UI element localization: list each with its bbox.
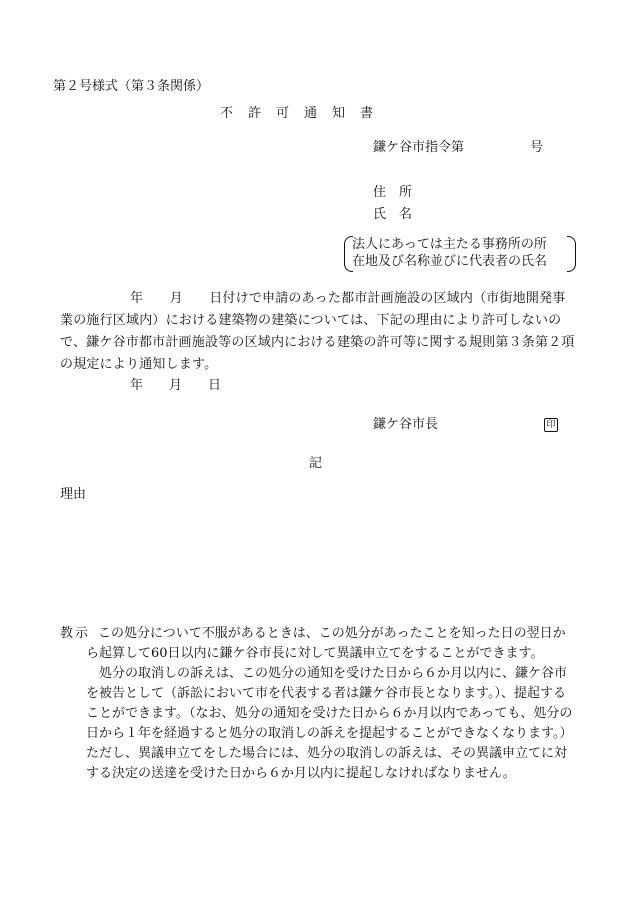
address-label: 住 所	[373, 185, 413, 200]
doc-number-suffix: 号	[530, 140, 544, 155]
body-paragraph: 年 月 日付けで申請のあった都市計画施設の区域内（市街地開発事業の施行区域内）における建築物の建築については、下記の理由により許可しないので、鎌ケ谷市都市計画施設等の区域内における建築の許可等に関する規則第３条第２項の規定により通知します。	[60, 291, 575, 372]
doc-number-prefix: 鎌ケ谷市指令第	[373, 140, 465, 155]
seal-icon: 印	[544, 418, 558, 432]
form-label: 第２号様式（第３条関係）	[53, 79, 210, 94]
reason-label: 理由	[60, 487, 87, 502]
corporate-note	[344, 236, 576, 270]
name-label: 氏 名	[373, 207, 413, 222]
ki-heading: 記	[309, 456, 323, 471]
notice-section	[60, 624, 575, 784]
right-bracket	[567, 236, 576, 272]
mayor-title: 鎌ケ谷市長	[373, 417, 439, 432]
date-line: 年 月 日	[130, 378, 222, 393]
seal-mark	[544, 417, 558, 432]
corporate-note-line-1: 法人にあっては主たる事務所の所	[352, 237, 547, 252]
document-title: 不 許 可 通 知 書	[220, 106, 375, 121]
notice-paragraph-2: 処分の取消しの訴えは、この処分の通知を受けた日から６か月以内に、鎌ケ谷市を被告として（訴訟において市を代表する者は鎌ケ谷市長となります。）、提起することができます。（なお、処分の通知を受けた日から６か月以内であっても、処分の日から１年を経過すると処分の取消しの訴えを提起することができなくなります。）ただし、異議申立てをした場合には、処分の取消しの訴えは、その異議申立てに対する決定の送達を受けた日から６か月以内に提起しなければなりません。	[86, 666, 573, 781]
notice-text-1: この処分について不服があるときは、この処分があったことを知った日の翌日から起算して60日以内に鎌ケ谷市長に対して異議申立てをすることができます。	[86, 626, 566, 661]
notice-label: 教示	[60, 626, 91, 641]
notice-paragraph-1	[60, 624, 575, 664]
corporate-note-line-2: 在地及び名称並びに代表者の氏名	[352, 254, 548, 269]
